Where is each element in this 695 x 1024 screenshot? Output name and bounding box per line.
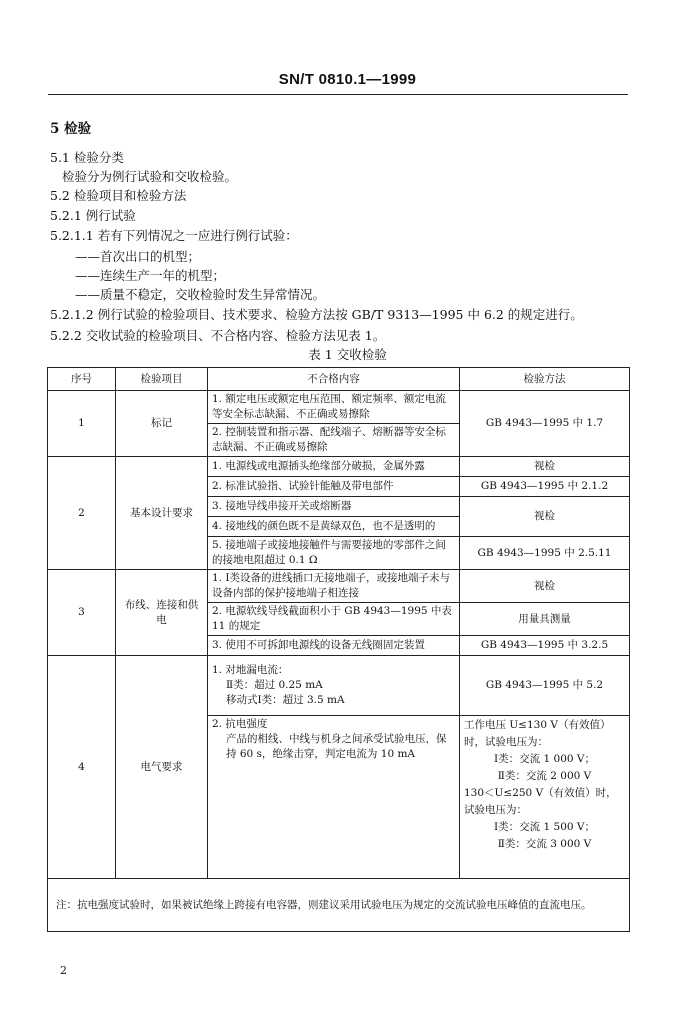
section-5-2-1-heading: 5.2.1 例行试验 bbox=[50, 208, 136, 223]
row-method: 视检 bbox=[460, 497, 630, 537]
row-no: 2 bbox=[48, 457, 116, 570]
row-no: 4 bbox=[48, 656, 116, 879]
leakage-line: Ⅱ类：超过 0.25 mA bbox=[226, 679, 323, 691]
leakage-current-cell bbox=[208, 656, 460, 716]
section-5-2-1-1-text: 5.2.1.1 若有下列情况之一应进行例行试验： bbox=[50, 228, 298, 243]
row-method: GB 4943—1995 中 5.2 bbox=[460, 656, 630, 716]
row-content: 3. 使用不可拆卸电源线的设备无线圈固定装置 bbox=[208, 636, 460, 656]
section-5-heading: 5 检验 bbox=[50, 121, 92, 137]
row-content: 4. 接地线的颜色既不是黄绿双色，也不是透明的 bbox=[208, 517, 460, 537]
table-row bbox=[48, 391, 630, 424]
strength-method-cell bbox=[460, 716, 630, 879]
table-header-row bbox=[48, 368, 630, 391]
table-caption: 表 1 交收检验 bbox=[308, 347, 387, 362]
row-item: 电气要求 bbox=[116, 656, 208, 879]
strength-method-line: Ⅰ类：交流 1 000 V； bbox=[494, 753, 595, 765]
acceptance-inspection-table bbox=[47, 367, 630, 932]
header-item: 检验项目 bbox=[116, 368, 208, 391]
table-row bbox=[48, 570, 630, 603]
header-method: 检验方法 bbox=[460, 368, 630, 391]
row-method: 视检 bbox=[460, 457, 630, 477]
row-content: 2. 电源软线导线截面积小于 GB 4943—1995 中表 11 的规定 bbox=[208, 603, 460, 636]
row-method: 视检 bbox=[460, 570, 630, 603]
section-5-1-text: 检验分为例行试验和交收检验。 bbox=[62, 169, 238, 184]
row-no: 3 bbox=[48, 570, 116, 656]
leakage-title: 1. 对地漏电流： bbox=[212, 664, 289, 676]
row-content: 5. 接地端子或接地接触件与需要接地的零部件之间的接地电阻超过 0.1 Ω bbox=[208, 537, 460, 570]
row-content: 2. 标准试验指、试验针能触及带电部件 bbox=[208, 477, 460, 497]
row-no: 1 bbox=[48, 391, 116, 457]
header-no: 序号 bbox=[48, 368, 116, 391]
table-row bbox=[48, 656, 630, 716]
row-item: 基本设计要求 bbox=[116, 457, 208, 570]
row-method: GB 4943—1995 中 1.7 bbox=[460, 391, 630, 457]
header-content: 不合格内容 bbox=[208, 368, 460, 391]
table-note: 注：抗电强度试验时，如果被试绝缘上跨接有电容器，则建议采用试验电压为规定的交流试验电压峰值的直流电压。 bbox=[48, 879, 630, 932]
section-5-2-heading: 5.2 检验项目和检验方法 bbox=[50, 188, 187, 203]
row-item: 标记 bbox=[116, 391, 208, 457]
row-content: 1. 电源线或电源插头绝缘部分破损，金属外露 bbox=[208, 457, 460, 477]
section-5-2-1-2-text: 5.2.1.2 例行试验的检验项目、技术要求、检验方法按 GB/T 9313—1995 中 6.2 的规定进行。 bbox=[50, 307, 583, 322]
dielectric-strength-cell bbox=[208, 716, 460, 879]
row-content: 3. 接地导线串接开关或熔断器 bbox=[208, 497, 460, 517]
section-5-2-2-text: 5.2.2 交收试验的检验项目、不合格内容、检验方法见表 1。 bbox=[50, 328, 386, 343]
strength-method-line: 工作电压 U≤130 V（有效值）时，试验电压为： bbox=[464, 719, 611, 748]
row-method: GB 4943—1995 中 3.2.5 bbox=[460, 636, 630, 656]
header-rule bbox=[48, 94, 628, 95]
document-code-header: SN/T 0810.1—1999 bbox=[278, 71, 417, 88]
row-content: 1. 额定电压或额定电压范围、额定频率、额定电流等安全标志缺漏、不正确或易擦除 bbox=[208, 391, 460, 424]
strength-method-line: Ⅱ类：交流 2 000 V bbox=[497, 770, 592, 782]
strength-method-line: 130＜U≤250 V（有效值）时，试验电压为： bbox=[464, 787, 617, 816]
row-method: 用量具测量 bbox=[460, 603, 630, 636]
row-item: 布线、连接和供电 bbox=[116, 570, 208, 656]
strength-method-line: Ⅰ类：交流 1 500 V； bbox=[494, 821, 595, 833]
section-5-1-heading: 5.1 检验分类 bbox=[50, 150, 124, 165]
table-note-row bbox=[48, 879, 630, 932]
strength-desc: 产品的相线、中线与机身之间承受试验电压，保持 60 s，绝缘击穿，判定电流为 10 mA bbox=[226, 733, 447, 760]
bullet-item: ——连续生产一年的机型； bbox=[75, 268, 226, 283]
page-number: 2 bbox=[60, 964, 67, 977]
table-row bbox=[48, 457, 630, 477]
bullet-item: ——质量不稳定，交收检验时发生异常情况。 bbox=[75, 287, 326, 302]
bullet-item: ——首次出口的机型； bbox=[75, 249, 201, 264]
row-content: 2. 控制装置和指示器、配线端子、熔断器等安全标志缺漏、不正确或易擦除 bbox=[208, 424, 460, 457]
leakage-line: 移动式Ⅰ类：超过 3.5 mA bbox=[226, 694, 345, 706]
strength-title: 2. 抗电强度 bbox=[212, 718, 268, 730]
row-content: 1. Ⅰ类设备的进线插口无接地端子，或接地端子未与设备内部的保护接地端子相连接 bbox=[208, 570, 460, 603]
strength-method-line: Ⅱ类：交流 3 000 V bbox=[497, 838, 592, 850]
row-method: GB 4943—1995 中 2.5.11 bbox=[460, 537, 630, 570]
row-method: GB 4943—1995 中 2.1.2 bbox=[460, 477, 630, 497]
